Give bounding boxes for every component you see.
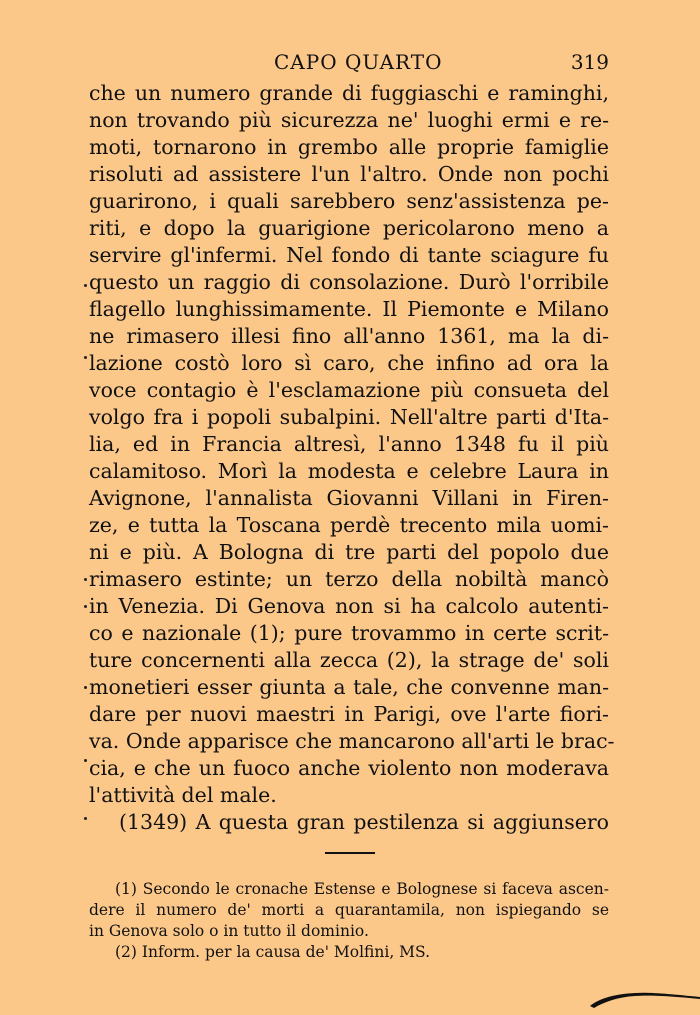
text-line: riti, e dopo la guarigione pericolarono meno a xyxy=(89,216,609,240)
text-line: ne rimasero illesi fino all'anno 1361, ma la di- xyxy=(89,324,609,348)
text-line: va. Onde apparisce che mancarono all'arti le brac- xyxy=(89,729,615,753)
text-line: ni e più. A Bologna di tre parti del popolo due xyxy=(89,540,609,564)
text-line: monetieri esser giunta a tale, che convenne man- xyxy=(89,675,609,699)
margin-mark xyxy=(84,356,87,359)
footnotes xyxy=(89,879,609,963)
text-line: lazione costò loro sì caro, che infino ad ora la xyxy=(89,351,609,375)
text-line: ture concernenti alla zecca (2), la strage de' soli xyxy=(89,648,609,672)
text-line: in Venezia. Di Genova non si ha calcolo autenti- xyxy=(89,594,609,618)
text-line: rimasero estinte; un terzo della nobiltà mancò xyxy=(89,567,609,591)
page-number: 319 xyxy=(570,50,609,74)
text-line: risoluti ad assistere l'un l'altro. Onde non pochi xyxy=(89,162,609,186)
text-line: guarirono, i quali sarebbero senz'assistenza pe- xyxy=(89,189,609,213)
footnote-separator-rule xyxy=(325,852,375,854)
text-line: che un numero grande di fuggiaschi e raminghi, xyxy=(89,81,609,105)
margin-mark xyxy=(84,605,87,608)
text-line: questo un raggio di consolazione. Durò l'orribile xyxy=(89,270,609,294)
text-line: lia, ed in Francia altresì, l'anno 1348 fu il più xyxy=(89,432,609,456)
body-text xyxy=(89,80,615,836)
text-line: co e nazionale (1); pure trovammo in certe scrit- xyxy=(89,621,609,645)
text-line: volgo fra i popoli subalpini. Nell'altre parti d'Ita- xyxy=(89,405,609,429)
text-line: (1349) A questa gran pestilenza si aggiunsero xyxy=(119,810,609,834)
running-title: CAPO QUARTO xyxy=(274,50,443,74)
text-line: flagello lunghissimamente. Il Piemonte e Milano xyxy=(89,297,609,321)
text-line: Avignone, l'annalista Giovanni Villani in Firen- xyxy=(89,486,609,510)
margin-mark xyxy=(84,284,87,287)
margin-mark xyxy=(84,759,87,762)
text-line: moti, tornarono in grembo alle proprie famiglie xyxy=(89,135,609,159)
footnote-line: in Genova solo o in tutto il dominio. xyxy=(89,922,369,940)
text-line: l'attività del male. xyxy=(89,783,277,807)
margin-mark xyxy=(84,578,87,581)
text-line: voce contagio è l'esclamazione più consueta del xyxy=(89,378,609,402)
footnote-line: (2) Inform. per la causa de' Molfini, MS. xyxy=(115,943,431,961)
margin-mark xyxy=(84,686,87,689)
footnote-line: (1) Secondo le cronache Estense e Bolognese si faceva ascen- xyxy=(115,880,609,898)
text-line: calamitoso. Morì la modesta e celebre Laura in xyxy=(89,459,609,483)
ink-smudge xyxy=(590,988,700,1008)
footnote-line: dere il numero de' morti a quarantamila, non ispiegando se xyxy=(89,901,609,919)
text-line: non trovando più sicurezza ne' luoghi ermi e re- xyxy=(89,108,609,132)
text-line: cia, e che un fuoco anche violento non moderava xyxy=(89,756,609,780)
text-line: dare per nuovi maestri in Parigi, ove l'arte fiori- xyxy=(89,702,609,726)
text-line: servire gl'infermi. Nel fondo di tante sciagure fu xyxy=(89,243,609,267)
running-head xyxy=(89,50,609,80)
text-line: ze, e tutta la Toscana perdè trecento mila uomi- xyxy=(89,513,609,537)
margin-mark xyxy=(84,817,87,820)
